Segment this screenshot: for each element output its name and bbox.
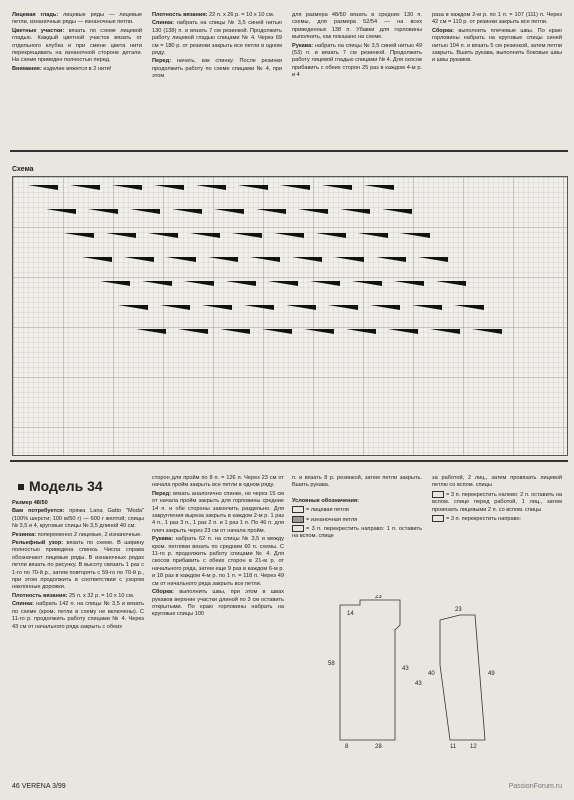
para: Перед: вязать аналогично спинке, но через 15 см от начала пройм закрыть для горловины средние 14 п. и обе стороны закончить раздельно. Для закругления выреза закрыть в каждом 2-м р. 1 раз 4 п., 1 раз 3 п., 1 раз 2 п. и 1 раз 1 п. По 46 п. для плеч закрыть через 23 см от начала пройм. — [152, 490, 284, 534]
cross-left-symbol — [432, 491, 444, 498]
para: п. и вязать 8 р. резинкой, затем петли закрыть. Вшить рукава. — [292, 475, 422, 489]
divider — [10, 460, 568, 462]
para: Резинка: попеременно 2 лицевые, 2 изнаночные. — [12, 531, 142, 538]
para: Плотность вязания: 25 п. х 32 р. = 10 х 10 см. — [12, 592, 135, 599]
para: Внимание: изделие вяжется в 2 нити! — [12, 65, 112, 72]
dim-width: 28 — [375, 744, 382, 750]
dim-sleeve-mid: 40 — [428, 671, 435, 677]
chart-label: Схема — [12, 166, 34, 173]
dim-sleeve-total: 43 — [415, 681, 422, 687]
garment-schematic — [300, 595, 500, 750]
para: Рукава: набрать 62 п. на спицы № 3,5 и между кром. петлями вязать по средним 60 п. схемы. С 11-го р. продолжить работу спицами № 4. Для скосов прибавить с обеих сторон в 21-м р. от начального ряда, затем еще 9 раз в каждом 6-м р. и 18 раз в каждом 4-м р. по 1 п. = 118 п. Через 49 см от начального ряда закрыть все петли. — [152, 536, 284, 587]
legend-title: Условные обозначения: — [292, 497, 360, 504]
size-label: Размер 48/50 — [12, 500, 48, 506]
cross-right-symbol — [292, 525, 304, 532]
dim-sleeve-height: 49 — [488, 671, 495, 677]
para: Спинка: набрать на спицы № 3,5 синей нитью 130 (138) п. и вязать 7 см резинкой. Продолжить работу лицевой гладью спицами № 4. Через 69 см = 180 р. от резинки закрыть все петли в одном ряду. — [152, 20, 282, 57]
watermark: PassionForum.ru — [508, 783, 562, 790]
para: раза в каждом 2-м р. по 1 п. = 107 (111) п. Через 42 см = 110 р. от резинки закрыть все петли. — [432, 12, 562, 26]
para: Цветные участки: вязать по схеме лицевой гладью. Каждый цветной участок вязать от отдельного клубка и при смене цвета нити перекрещивать на изнаночной стороне детали. На схеме приведен полностью перед. — [12, 27, 142, 64]
para: для размера 48/50 вязать в средних 130 п. схемы, для размера 52/54 — на всех приведенных 138 п. Убавки для горловины выполнить, как показано на схеме. — [292, 12, 422, 41]
bottom-column-4 — [432, 475, 562, 524]
legend-item: = 3 п. перекрестить направо: 1 п. оставить на вспом. спице — [292, 525, 422, 540]
dim-bottom: 8 — [345, 744, 349, 750]
top-column-3 — [292, 12, 422, 81]
para: Спинка: набрать 142 п. на спицы № 3,5 и вязать по схеме (кром. петли в схему не включены). С 11-го р. продолжить работу спицами № 4. Через 43 см от начального ряда закрыть с обеих — [12, 601, 144, 630]
bottom-column-1 — [12, 500, 144, 632]
para: Перед: начать, как спинку. После резинки продолжить работу по схеме спицами № 4, при этом — [152, 58, 283, 80]
para: Рукава: набрать на спицы № 3,5 синей нитью 49 (53) п. и вязать 7 см резинкой. Продолжить работу лицевой гладью спицами № 4. Для скосов прибавить с обеих сторон 25 раз в каждом 4-м р. и 4 — [292, 42, 422, 79]
dim-sleeve-hem: 12 — [470, 744, 477, 750]
dim-neck: 14 — [347, 611, 354, 617]
legend-item: = 3 п. перекрестить налево: 2 п. оставить на вспом. спице перед работой, 1 лиц., затем провязать лицевыми 2 п. со вспом. спицы — [432, 491, 562, 513]
para: за работой, 2 лиц., затем провязать лицевой петлю со вспом. спицы — [432, 475, 562, 489]
dim-armhole: 43 — [402, 666, 409, 672]
divider — [10, 150, 568, 152]
dim-sleeve-side: 11 — [450, 744, 457, 750]
para: Сборка: выполнить плечевые швы. По краю горловины набрать на круговые спицы синей нитью 104 п. и вязать 5 см резинкой, затем петли закрыть. Вшить рукава, выполнить боковые швы и швы рукавов. — [432, 27, 562, 64]
purl-stitch-symbol — [292, 516, 304, 523]
para: Вам потребуется: пряжа Lana Gatto "Moda" (100% шерсти; 100 м/50 г) — 600 г желтой; спицы № 3,5 и 4, круговые спицы № 3,5 длиной 40 см. — [12, 508, 144, 530]
dim-sleeve-top: 23 — [455, 607, 462, 613]
model-title: Модель 34 — [18, 478, 103, 494]
legend-item: = лицевая петля — [292, 506, 422, 514]
para: Плотность вязания: 22 п. х 26 р. = 10 х 10 см. — [152, 12, 275, 18]
top-column-2 — [152, 12, 282, 82]
page-footer: 46 VERENA 3/99 — [12, 783, 66, 790]
legend-item: = 3 п. перекрестить направо: — [432, 515, 562, 523]
dim-height: 58 — [328, 661, 335, 667]
knit-stitch-symbol — [292, 506, 304, 513]
bottom-column-2 — [152, 475, 284, 620]
legend-item: = изнаночная петля — [292, 516, 422, 524]
top-column-1 — [12, 12, 142, 74]
top-column-4 — [432, 12, 562, 66]
dim-top: 23 — [375, 595, 382, 600]
para: Рельефный узор: вязать по схеме. В ширину полностью приведена спинка. Числа справа обозначают лицевые ряды. В изнаночных рядах петли вязать по рисунку. В высоту связать 1 раз с 1-го по 70-й р., затем повторять с 59-го по 70-й р., при этом продолжить в соответствии с узором наклонные дорожки. — [12, 540, 144, 591]
knitting-chart — [12, 176, 568, 456]
bottom-column-3 — [292, 475, 422, 542]
para: Сборка: выполнить швы, при этом в швах рукавов верхние участки длиной по 3 см оставить открытыми. По краю горловины набрать на круговые спицы 100 — [152, 589, 285, 618]
cross-right-symbol — [432, 515, 444, 522]
para: Лицевая гладь: лицевые ряды — лицевые петли, изнаночные ряды — изнаночные петли. — [12, 12, 142, 26]
chart-grid — [13, 177, 568, 456]
para: сторон для пройм по 8 п. = 126 п. Через 23 см от начала пройм закрыть все петли в одном ряду. — [152, 475, 284, 489]
